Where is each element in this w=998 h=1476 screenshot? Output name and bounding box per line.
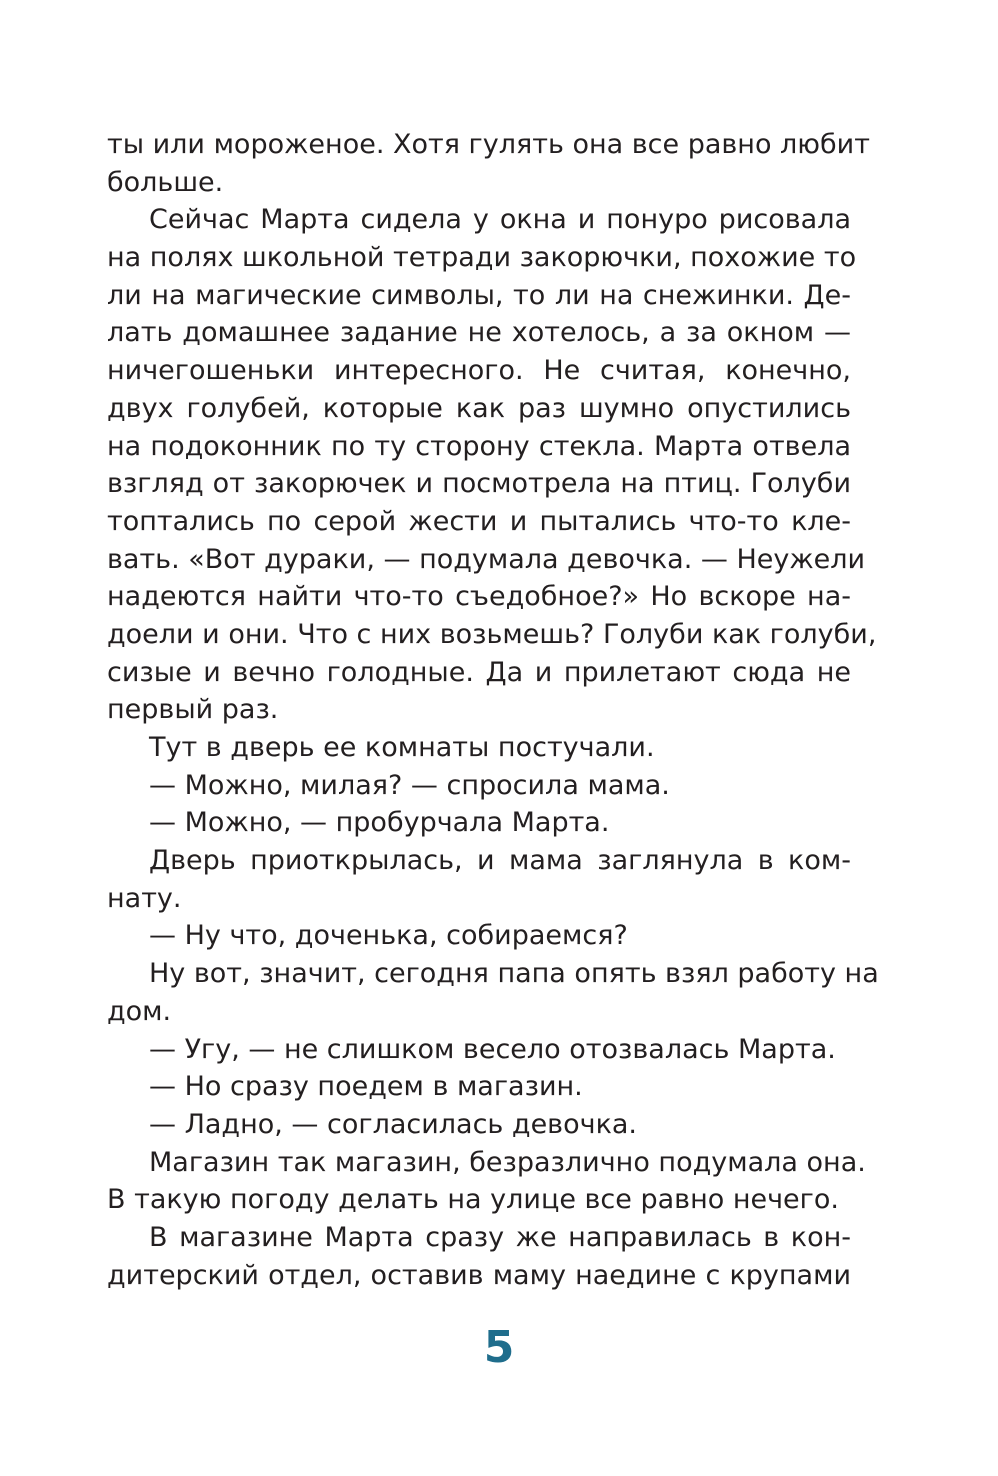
text-line: — Но сразу поедем в магазин.	[149, 1071, 583, 1103]
text-line: — Ладно, — согласилась девочка.	[149, 1108, 638, 1140]
text-line: лать домашнее задание не хотелось, а за окном —	[107, 317, 851, 349]
text-line: больше.	[107, 166, 224, 198]
text-line: ничегошеньки интересного. Не считая, конечно,	[107, 355, 851, 387]
text-line: Сейчас Марта сидела у окна и понуро рисовала	[149, 204, 851, 236]
text-line: Ну вот, значит, сегодня папа опять взял работу на	[149, 958, 879, 990]
text-line: сизые и вечно голодные. Да и прилетают сюда не	[107, 656, 851, 688]
text-line: двух голубей, которые как раз шумно опустились	[107, 392, 851, 424]
text-line: — Можно, милая? — спросила мама.	[149, 769, 670, 801]
text-line: Тут в дверь ее комнаты постучали.	[149, 732, 655, 763]
text-line: вать. «Вот дураки, — подумала девочка. — Неужели	[107, 543, 866, 575]
text-line: на полях школьной тетради закорючки, похожие то	[107, 242, 857, 274]
text-line: В такую погоду делать на улице все равно нечего.	[107, 1184, 839, 1216]
text-line: нату.	[107, 882, 182, 914]
text-line: дом.	[107, 995, 172, 1027]
text-line: надеются найти что-то съедобное?» Но вскоре на-	[107, 581, 851, 613]
text-line: Дверь приоткрылась, и мама заглянула в ком-	[149, 845, 851, 877]
text-line: доели и они. Что с них возьмешь? Голуби как голуби,	[107, 618, 877, 650]
page-number: 5	[483, 1322, 515, 1373]
text-line: на подоконник по ту сторону стекла. Марта отвела	[107, 430, 851, 462]
text-line: — Можно, — пробурчала Марта.	[149, 807, 610, 839]
text-line: топтались по серой жести и пытались что-то кле-	[107, 505, 851, 537]
text-line: — Ну что, доченька, собираемся?	[149, 920, 628, 952]
text-line: ты или мороженое. Хотя гулять она все равно любит	[107, 129, 870, 160]
text-line: — Угу, — не слишком весело отозвалась Марта.	[149, 1033, 836, 1065]
text-line: дитерский отдел, оставив маму наедине с крупами	[107, 1259, 851, 1291]
book-page-text	[107, 126, 879, 1294]
text-line: В магазине Марта сразу же направилась в кон-	[149, 1221, 851, 1253]
text-line: взгляд от закорючек и посмотрела на птиц. Голуби	[107, 468, 851, 500]
text-line: ли на магические символы, то ли на снежинки. Де-	[107, 279, 851, 311]
text-line: Магазин так магазин, безразлично подумала она.	[149, 1146, 866, 1178]
text-line: первый раз.	[107, 694, 279, 726]
